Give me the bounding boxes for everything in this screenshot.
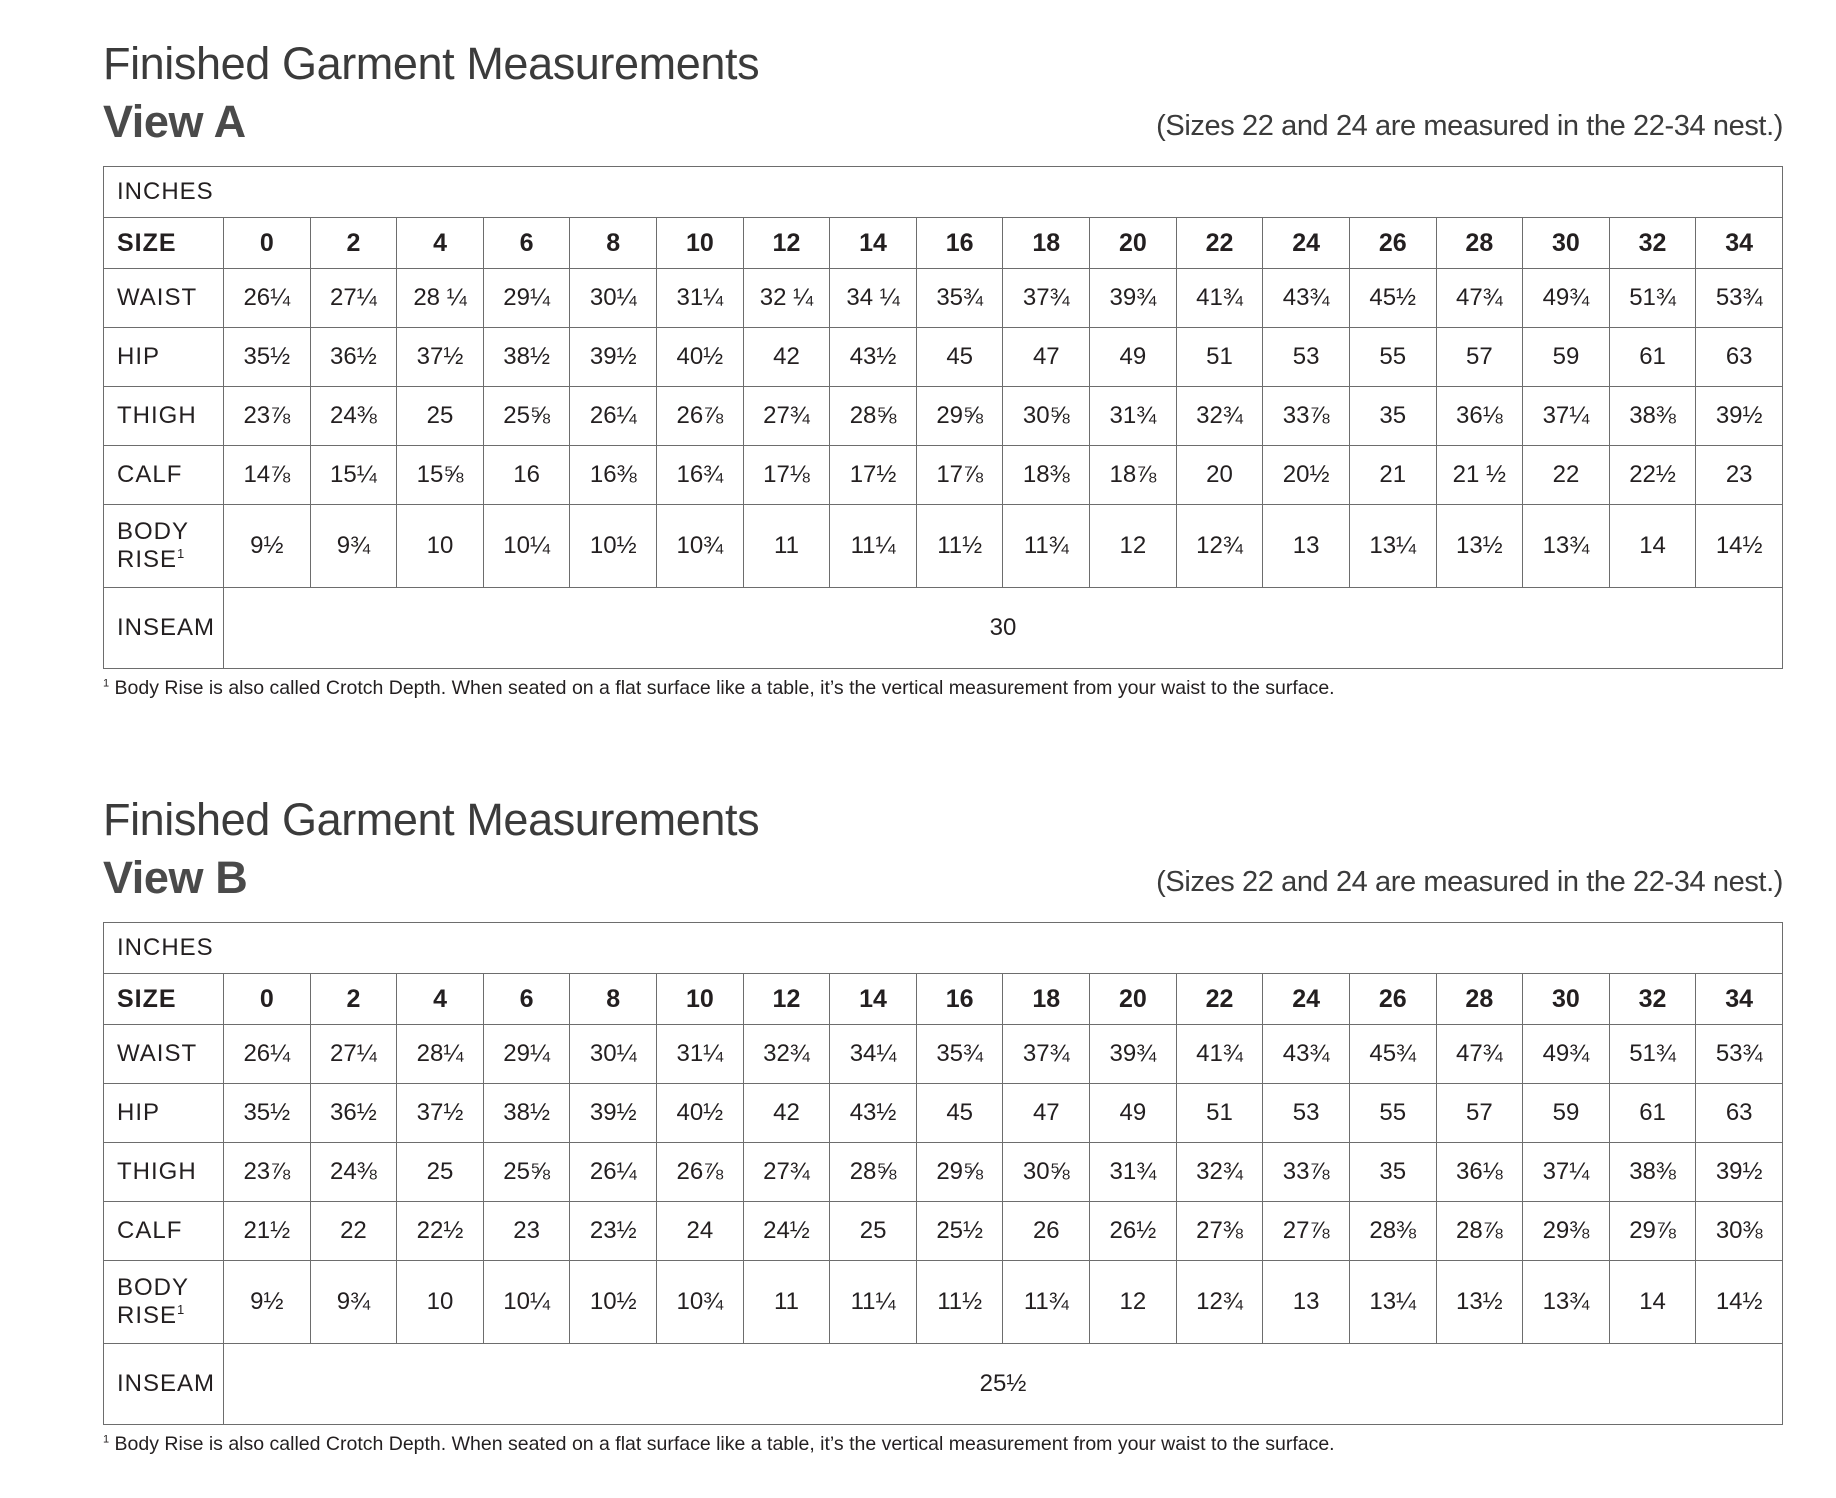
measurement-cell: 25 [397, 1143, 484, 1202]
size-header-cell: 28 [1436, 218, 1523, 269]
view-b-section [103, 790, 1783, 1456]
measurement-cell: 13½ [1436, 1261, 1523, 1344]
measurement-cell: 32¾ [1176, 1143, 1263, 1202]
measurement-cell: 16 [483, 446, 570, 505]
size-header-cell: 26 [1349, 218, 1436, 269]
size-header-cell: 32 [1609, 218, 1696, 269]
measurement-cell: 51¾ [1609, 269, 1696, 328]
measurement-cell: 38½ [483, 328, 570, 387]
measurement-cell: 31¾ [1090, 1143, 1177, 1202]
measurement-cell: 39½ [570, 328, 657, 387]
measurement-cell: 10½ [570, 1261, 657, 1344]
measurement-cell: 26⅞ [657, 387, 744, 446]
measurement-cell: 31¼ [657, 1025, 744, 1084]
measurement-cell: 13¾ [1523, 505, 1610, 588]
measurement-cell: 29¼ [483, 1025, 570, 1084]
measurement-cell: 30⅝ [1003, 387, 1090, 446]
measurement-cell: 18⅜ [1003, 446, 1090, 505]
size-header-cell: 12 [743, 974, 830, 1025]
measurement-cell: 23⅞ [224, 1143, 311, 1202]
measurement-cell: 37¼ [1523, 1143, 1610, 1202]
row-label: WAIST [104, 269, 224, 328]
measurement-cell: 12 [1090, 505, 1177, 588]
measurement-cell: 10 [397, 1261, 484, 1344]
measurement-cell: 11¾ [1003, 1261, 1090, 1344]
row-label [104, 505, 224, 588]
measurement-cell: 20½ [1263, 446, 1350, 505]
measurement-cell: 61 [1609, 328, 1696, 387]
measurement-cell: 28¼ [397, 1025, 484, 1084]
measurement-cell: 30⅜ [1696, 1202, 1783, 1261]
measurement-cell: 24½ [743, 1202, 830, 1261]
measurement-cell: 45½ [1349, 269, 1436, 328]
measurement-cell: 13 [1263, 505, 1350, 588]
size-header-cell: 14 [830, 218, 917, 269]
row-label: WAIST [104, 1025, 224, 1084]
measurement-cell: 22 [1523, 446, 1610, 505]
size-header-cell: 8 [570, 974, 657, 1025]
size-header-cell: 16 [916, 218, 1003, 269]
measurement-cell: 35¾ [916, 1025, 1003, 1084]
measurement-cell: 9½ [224, 505, 311, 588]
measurement-cell: 45 [916, 1084, 1003, 1143]
measurement-cell: 36⅛ [1436, 387, 1523, 446]
footnote [103, 677, 1783, 700]
body-rise-row [104, 505, 1783, 588]
measurement-cell: 26¼ [224, 1025, 311, 1084]
measurement-cell: 21½ [224, 1202, 311, 1261]
measurement-cell: 30¼ [570, 1025, 657, 1084]
measurement-cell: 18⅞ [1090, 446, 1177, 505]
measurement-cell: 23½ [570, 1202, 657, 1261]
size-header-cell: 14 [830, 974, 917, 1025]
size-header-cell: 8 [570, 218, 657, 269]
measurement-cell: 13¾ [1523, 1261, 1610, 1344]
body-rise-row [104, 1261, 1783, 1344]
row-label: INSEAM [104, 588, 224, 669]
measurement-cell: 49¾ [1523, 269, 1610, 328]
size-header-cell: 24 [1263, 974, 1350, 1025]
measurement-cell: 27¾ [743, 387, 830, 446]
measurement-cell: 35¾ [916, 269, 1003, 328]
size-header-cell: 34 [1696, 218, 1783, 269]
footnote-mark: 1 [103, 1433, 110, 1446]
measurement-cell: 24 [657, 1202, 744, 1261]
measurement-cell: 47 [1003, 328, 1090, 387]
measurement-cell: 28⅞ [1436, 1202, 1523, 1261]
measurement-cell: 23 [483, 1202, 570, 1261]
measurement-cell: 28⅝ [830, 1143, 917, 1202]
measurement-cell: 27⅞ [1263, 1202, 1350, 1261]
measurement-cell: 24⅜ [310, 387, 397, 446]
measurement-cell: 45¾ [1349, 1025, 1436, 1084]
measurement-cell: 13 [1263, 1261, 1350, 1344]
measurement-cell: 34 ¼ [830, 269, 917, 328]
row-label: SIZE [104, 974, 224, 1025]
measurement-cell: 41¾ [1176, 1025, 1263, 1084]
measurement-cell: 11¼ [830, 1261, 917, 1344]
measurement-cell: 22½ [397, 1202, 484, 1261]
measurement-cell: 27¾ [743, 1143, 830, 1202]
measurement-cell: 53¾ [1696, 1025, 1783, 1084]
section-header [103, 34, 1783, 166]
measurement-cell: 14½ [1696, 1261, 1783, 1344]
measurement-cell: 27¼ [310, 1025, 397, 1084]
measurement-cell: 29¼ [483, 269, 570, 328]
size-header-cell: 34 [1696, 974, 1783, 1025]
measurement-cell: 32¾ [1176, 387, 1263, 446]
size-header-cell: 2 [310, 974, 397, 1025]
measurement-cell: 34¼ [830, 1025, 917, 1084]
measurement-cell: 12¾ [1176, 505, 1263, 588]
measurement-cell: 49 [1090, 1084, 1177, 1143]
measurement-cell: 55 [1349, 1084, 1436, 1143]
measurement-cell: 30⅝ [1003, 1143, 1090, 1202]
measurement-row [104, 1025, 1783, 1084]
units-label: INCHES [104, 923, 1783, 974]
measurement-cell: 32 ¼ [743, 269, 830, 328]
measurement-row [104, 446, 1783, 505]
measurement-cell: 15⅝ [397, 446, 484, 505]
measurement-cell: 28⅝ [830, 387, 917, 446]
measurement-cell: 14½ [1696, 505, 1783, 588]
measurement-cell: 33⅞ [1263, 1143, 1350, 1202]
measurement-cell: 35½ [224, 1084, 311, 1143]
measurement-cell: 36⅛ [1436, 1143, 1523, 1202]
measurement-cell: 25 [830, 1202, 917, 1261]
measurement-cell: 43¾ [1263, 269, 1350, 328]
measurement-cell: 29⅞ [1609, 1202, 1696, 1261]
measurement-cell: 47¾ [1436, 269, 1523, 328]
measurement-cell: 63 [1696, 328, 1783, 387]
measurement-cell: 10¼ [483, 505, 570, 588]
size-header-cell: 28 [1436, 974, 1523, 1025]
section-title: Finished Garment Measurements [103, 38, 760, 89]
view-a-section [103, 34, 1783, 700]
size-header-cell: 2 [310, 218, 397, 269]
measurement-cell: 27⅜ [1176, 1202, 1263, 1261]
row-label-line1: BODY [117, 518, 190, 546]
measurements-table [103, 166, 1783, 669]
measurement-cell: 45 [916, 328, 1003, 387]
measurement-cell: 38⅜ [1609, 1143, 1696, 1202]
section-subtitle: View B [103, 852, 248, 903]
measurement-cell: 24⅜ [310, 1143, 397, 1202]
measurement-cell: 43¾ [1263, 1025, 1350, 1084]
measurement-cell: 14 [1609, 1261, 1696, 1344]
measurement-cell: 21 ½ [1436, 446, 1523, 505]
size-header-cell: 20 [1090, 218, 1177, 269]
measurement-cell: 17⅞ [916, 446, 1003, 505]
measurement-cell: 11½ [916, 1261, 1003, 1344]
measurement-cell: 38⅜ [1609, 387, 1696, 446]
units-label: INCHES [104, 167, 1783, 218]
measurement-cell: 12 [1090, 1261, 1177, 1344]
measurement-cell: 12¾ [1176, 1261, 1263, 1344]
measurement-cell: 33⅞ [1263, 387, 1350, 446]
measurement-cell: 26¼ [570, 1143, 657, 1202]
measurement-cell: 10½ [570, 505, 657, 588]
measurement-cell: 28⅜ [1349, 1202, 1436, 1261]
footnote-ref: 1 [177, 1302, 185, 1317]
measurement-cell: 14 [1609, 505, 1696, 588]
measurement-cell: 21 [1349, 446, 1436, 505]
measurement-cell: 53 [1263, 328, 1350, 387]
measurement-row [104, 328, 1783, 387]
measurement-cell: 43½ [830, 328, 917, 387]
measurement-cell: 11 [743, 1261, 830, 1344]
measurement-cell: 40½ [657, 1084, 744, 1143]
measurement-cell: 25⅝ [483, 1143, 570, 1202]
size-header-cell: 4 [397, 974, 484, 1025]
row-label: HIP [104, 1084, 224, 1143]
measurement-cell: 26¼ [570, 387, 657, 446]
measurement-cell: 9½ [224, 1261, 311, 1344]
size-header-cell: 24 [1263, 218, 1350, 269]
measurement-row [104, 269, 1783, 328]
measurement-cell: 35 [1349, 1143, 1436, 1202]
size-header-cell: 22 [1176, 218, 1263, 269]
measurement-cell: 51 [1176, 328, 1263, 387]
size-header-cell: 0 [224, 974, 311, 1025]
size-header-cell: 6 [483, 218, 570, 269]
inseam-value: 30 [224, 588, 1783, 669]
measurement-cell: 22½ [1609, 446, 1696, 505]
row-label: CALF [104, 1202, 224, 1261]
size-header-row [104, 218, 1783, 269]
measurement-cell: 29⅝ [916, 387, 1003, 446]
measurement-cell: 47¾ [1436, 1025, 1523, 1084]
size-header-cell: 20 [1090, 974, 1177, 1025]
measurement-cell: 42 [743, 328, 830, 387]
measurement-cell: 17⅛ [743, 446, 830, 505]
measurement-cell: 49¾ [1523, 1025, 1610, 1084]
measurement-cell: 26 [1003, 1202, 1090, 1261]
measurement-cell: 39½ [1696, 1143, 1783, 1202]
row-label: SIZE [104, 218, 224, 269]
row-label: THIGH [104, 1143, 224, 1202]
measurement-cell: 51 [1176, 1084, 1263, 1143]
measurement-cell: 39½ [1696, 387, 1783, 446]
measurement-row [104, 1202, 1783, 1261]
measurements-table [103, 922, 1783, 1425]
measurement-cell: 26½ [1090, 1202, 1177, 1261]
size-header-cell: 10 [657, 974, 744, 1025]
measurement-cell: 10¾ [657, 1261, 744, 1344]
measurement-cell: 26⅞ [657, 1143, 744, 1202]
inseam-row [104, 588, 1783, 669]
size-header-cell: 22 [1176, 974, 1263, 1025]
size-header-cell: 26 [1349, 974, 1436, 1025]
measurement-cell: 29⅜ [1523, 1202, 1610, 1261]
measurement-cell: 9¾ [310, 505, 397, 588]
measurement-cell: 31¼ [657, 269, 744, 328]
measurement-cell: 40½ [657, 328, 744, 387]
measurement-cell: 10¼ [483, 1261, 570, 1344]
measurement-cell: 47 [1003, 1084, 1090, 1143]
measurement-cell: 11½ [916, 505, 1003, 588]
measurement-cell: 30¼ [570, 269, 657, 328]
measurement-cell: 9¾ [310, 1261, 397, 1344]
row-label [104, 1261, 224, 1344]
size-header-cell: 6 [483, 974, 570, 1025]
measurement-cell: 59 [1523, 1084, 1610, 1143]
measurement-cell: 23⅞ [224, 387, 311, 446]
size-header-cell: 12 [743, 218, 830, 269]
measurement-cell: 57 [1436, 1084, 1523, 1143]
measurement-cell: 11¾ [1003, 505, 1090, 588]
measurement-cell: 35 [1349, 387, 1436, 446]
measurement-cell: 25 [397, 387, 484, 446]
measurement-cell: 39½ [570, 1084, 657, 1143]
section-title: Finished Garment Measurements [103, 794, 760, 845]
measurement-cell: 35½ [224, 328, 311, 387]
measurement-cell: 36½ [310, 1084, 397, 1143]
measurement-cell: 43½ [830, 1084, 917, 1143]
measurement-cell: 23 [1696, 446, 1783, 505]
measurement-cell: 22 [310, 1202, 397, 1261]
size-header-cell: 32 [1609, 974, 1696, 1025]
measurement-cell: 13¼ [1349, 1261, 1436, 1344]
measurement-cell: 13½ [1436, 505, 1523, 588]
measurement-cell: 17½ [830, 446, 917, 505]
footnote-ref: 1 [177, 546, 185, 561]
measurement-cell: 37¼ [1523, 387, 1610, 446]
inseam-value: 25½ [224, 1344, 1783, 1425]
measurement-cell: 57 [1436, 328, 1523, 387]
row-label: HIP [104, 328, 224, 387]
measurement-cell: 28 ¼ [397, 269, 484, 328]
measurement-cell: 29⅝ [916, 1143, 1003, 1202]
row-label: CALF [104, 446, 224, 505]
measurement-cell: 10 [397, 505, 484, 588]
measurement-row [104, 1084, 1783, 1143]
measurement-cell: 32¾ [743, 1025, 830, 1084]
measurement-cell: 41¾ [1176, 269, 1263, 328]
measurement-cell: 11 [743, 505, 830, 588]
measurement-cell: 38½ [483, 1084, 570, 1143]
footnote [103, 1433, 1783, 1456]
footnote-text: Body Rise is also called Crotch Depth. When seated on a flat surface like a table, it’s the vertical measurement from your waist to the surface. [114, 1433, 1335, 1455]
size-header-cell: 30 [1523, 218, 1610, 269]
size-header-cell: 4 [397, 218, 484, 269]
inseam-row [104, 1344, 1783, 1425]
measurement-cell: 25⅝ [483, 387, 570, 446]
measurement-cell: 37¾ [1003, 1025, 1090, 1084]
measurement-cell: 53 [1263, 1084, 1350, 1143]
size-header-cell: 18 [1003, 218, 1090, 269]
footnote-text: Body Rise is also called Crotch Depth. When seated on a flat surface like a table, it’s the vertical measurement from your waist to the surface. [114, 677, 1335, 699]
measurement-cell: 49 [1090, 328, 1177, 387]
footnote-mark: 1 [103, 677, 110, 690]
measurement-cell: 37½ [397, 328, 484, 387]
measurement-row [104, 1143, 1783, 1202]
measurement-cell: 10¾ [657, 505, 744, 588]
measurement-cell: 42 [743, 1084, 830, 1143]
measurement-cell: 16⅜ [570, 446, 657, 505]
measurement-cell: 59 [1523, 328, 1610, 387]
size-header-cell: 10 [657, 218, 744, 269]
measurement-cell: 27¼ [310, 269, 397, 328]
sizes-note: (Sizes 22 and 24 are measured in the 22-34 nest.) [1156, 866, 1783, 898]
measurement-cell: 16¾ [657, 446, 744, 505]
measurement-cell: 51¾ [1609, 1025, 1696, 1084]
row-label-line2: RISE [117, 546, 178, 573]
size-header-cell: 30 [1523, 974, 1610, 1025]
measurement-cell: 63 [1696, 1084, 1783, 1143]
measurement-cell: 37½ [397, 1084, 484, 1143]
measurement-cell: 14⅞ [224, 446, 311, 505]
measurement-cell: 11¼ [830, 505, 917, 588]
measurement-cell: 61 [1609, 1084, 1696, 1143]
row-label: THIGH [104, 387, 224, 446]
size-header-cell: 18 [1003, 974, 1090, 1025]
measurement-cell: 55 [1349, 328, 1436, 387]
measurement-cell: 13¼ [1349, 505, 1436, 588]
measurement-cell: 15¼ [310, 446, 397, 505]
row-label: INSEAM [104, 1344, 224, 1425]
section-subtitle: View A [103, 96, 246, 147]
row-label-line1: BODY [117, 1274, 190, 1302]
measurement-cell: 25½ [916, 1202, 1003, 1261]
measurement-cell: 39¾ [1090, 269, 1177, 328]
measurement-cell: 36½ [310, 328, 397, 387]
row-label-line2: RISE [117, 1302, 178, 1329]
measurement-cell: 37¾ [1003, 269, 1090, 328]
measurement-cell: 31¾ [1090, 387, 1177, 446]
measurement-row [104, 387, 1783, 446]
measurement-cell: 39¾ [1090, 1025, 1177, 1084]
section-header [103, 790, 1783, 922]
measurement-cell: 20 [1176, 446, 1263, 505]
size-header-cell: 16 [916, 974, 1003, 1025]
size-header-cell: 0 [224, 218, 311, 269]
measurement-cell: 53¾ [1696, 269, 1783, 328]
sizes-note: (Sizes 22 and 24 are measured in the 22-34 nest.) [1156, 110, 1783, 142]
measurement-cell: 26¼ [224, 269, 311, 328]
size-header-row [104, 974, 1783, 1025]
